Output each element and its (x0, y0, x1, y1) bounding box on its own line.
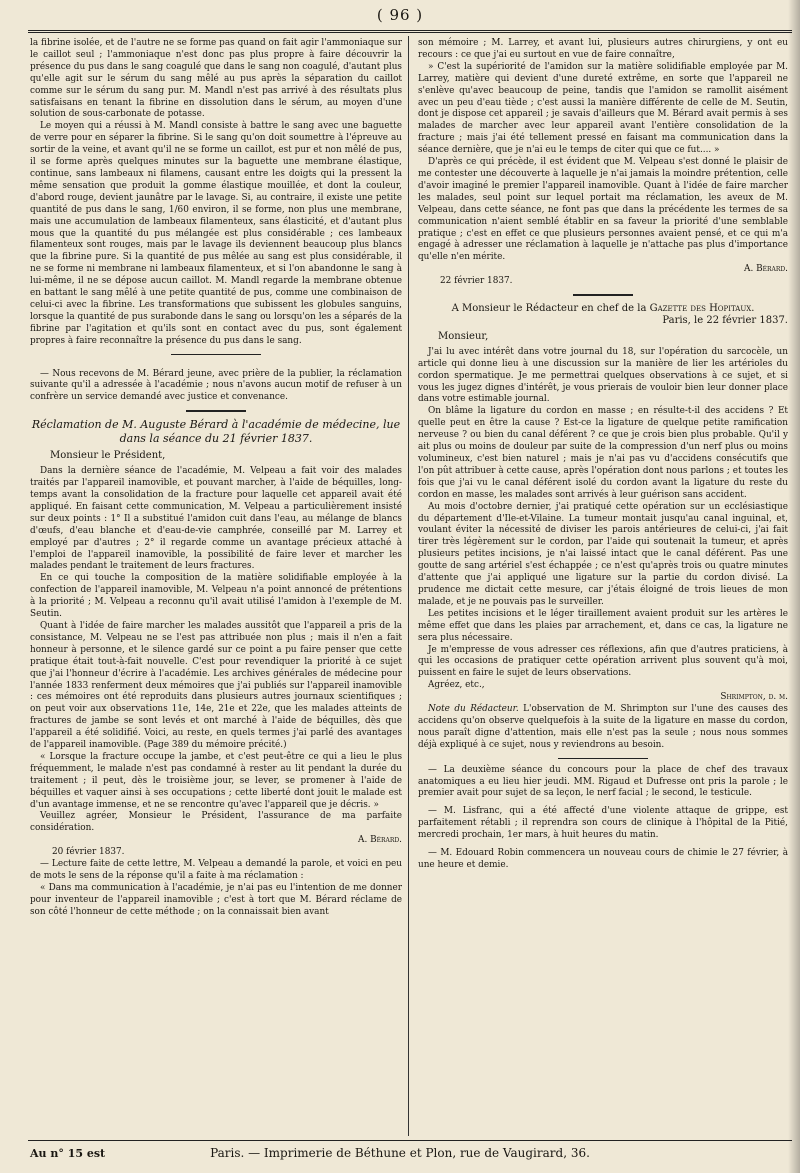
article-heading: Réclamation de M. Auguste Bérard à l'académie de médecine, lue dans la séance du 21 février 1837. (31, 418, 401, 446)
paragraph: On blâme la ligature du cordon en masse ; en résulte-t-il des accidens ? Et quelle peut en être la cause ? Est-ce la ligature de quelque petite ramification nerveuse ? ou bien du canal déférent ? ce que je crois bien plus probable. Qu'il y ait plus ou moins de douleur par suite de la compression d'un nerf plus ou moins volumineux, c'est bien naturel ; mais je n'ai pas vu d'accidens consécutifs que l'on pût attribuer à cette cause, après l'opération dont nous parlons ; et toutes les fois que j'ai vu le canal déférent isolé du cordon avant la ligature du reste du cordon en masse, les malades sont arrivés à leur guérison sans accident. (418, 406, 788, 500)
letter-heading (418, 302, 788, 315)
column-divider (408, 36, 409, 1136)
signature: A. Bérard. (358, 835, 402, 846)
paragraph: Le moyen qui a réussi à M. Mandl consiste à battre le sang avec une baguette de verre pour en séparer la fibrine. Si le sang qu'on doit soumettre à l'épreuve au sortir de la veine, et avant qu'il ne se forme un caillot, est pur et non mêlé de pus, il se forme après quelques minutes sur la baguette une membrane élastique, continue, sans lambeaux ni filamens, causant entre les doigts qui la pressent la même sensation que produit la gomme élastique mouillée, et dont la couleur, d'abord rouge, devient jaunâtre par le lavage. Si, au contraire, il existe une petite quantité de pus dans le sang, 1/60 environ, il se forme, non plus une membrane, mais une accumulation de lambeaux filamenteux, sans élasticité, et d'autant plus mous que la quantité du pus mélangée est plus considérable ; ces lambeaux filamenteux sont rouges, mais par le lavage ils deviennent beaucoup plus blancs que la fibrine pure. Si la quantité de pus mêlée au sang est plus considérable, il ne se forme ni membrane ni lambeaux filamenteux, et si l'on abandonne le sang à lui-même, il ne se dépose aucun caillot. M. Mandl regarde la membrane obtenue en battant le sang mêlé à une petite quantité de pus, comme une combinaison de celui-ci avec la fibrine. Les transformations que subissent les globules sanguins, lorsque la quantité de pus surabonde dans le sang ou lorsqu'on les a séparés de la fibrine par l'agitation et qu'ils sont en contact avec du pus, sont également propres à faire reconnaître la présence du pus dans le sang. (30, 121, 402, 346)
intro-notice: — Nous recevons de M. Bérard jeune, avec prière de la publier, la réclamation suivante qu'il a adressée à l'académie ; nous n'avons aucun motif de refuser à un confrère un service demandé avec justice et convenance. (30, 368, 402, 403)
quotation: « Dans ma communication à l'académie, je n'ai pas eu l'intention de me donner pour inventeur de l'appareil inamovible ; c'est à tort que M. Bérard réclame de son côté l'honneur de cette méthode ; on la connaissait bien avant (30, 882, 402, 917)
date: 22 février 1837. (440, 276, 513, 287)
letter-heading-prefix: A Monsieur le Rédacteur en chef de la (451, 303, 647, 315)
signature: Shrimpton, d. m. (720, 692, 788, 703)
scan-edge-shadow (788, 0, 800, 1173)
journal-name: Gazette des Hopitaux. (649, 303, 755, 315)
section-rule (171, 354, 261, 355)
editor-note-text: L'observation de M. Shrimpton sur l'une des causes des accidens qu'on observe quelquefois à la suite de la ligature en masse du cordon, nous paraît digne d'attention, mais elle n'est pas la seule ; nous nous sommes déjà expliqué à ce sujet, nous y reviendrons au besoin. (418, 704, 788, 750)
paragraph: Dans la dernière séance de l'académie, M. Velpeau a fait voir des malades traités par l'appareil inamovible, et pouvant marcher, à l'aide de béquilles, long-temps avant la consolidation de la fracture pour laquelle cet appareil avait été appliqué. En faisant cette communication, M. Velpeau a particulièrement insisté sur deux points : 1° Il a substitué l'amidon cuit dans l'eau, au mélange de blancs d'œufs, d'eau blanche et d'eau-de-vie camphrée, conseillé par M. Larrey et employé par d'autres ; 2° il regarde comme un avantage précieux attaché à l'emploi de l'appareil inamovible, la possibilité de faire lever et marcher les malades pendant le traitement de leurs fractures. (30, 466, 402, 572)
editor-note (418, 704, 788, 752)
paragraph: En ce qui touche la composition de la matière solidifiable employée à la confection de l'appareil inamovible, M. Velpeau n'a point annoncé de prétentions à la priorité ; M. Velpeau a reconnu qu'il avait utilisé l'amidon à l'exemple de M. Seutin. (30, 573, 402, 620)
paragraph: Je m'empresse de vous adresser ces réflexions, afin que d'autres praticiens, à qui les occasions de pratiquer cette opération arrivent plus souvent qu'à moi, puissent en faire le sujet de leurs observations. (418, 644, 788, 679)
paragraph: la fibrine isolée, et de l'autre ne se forme pas quand on fait agir l'ammoniaque sur le caillot seul ; l'ammoniaque n'est donc pas plus propre à faire découvrir la présence du pus dans le sang coagulé que dans le sang non coagulé, d'autant plus qu'elle agit sur le sérum du sang mêlé au pus après la séparation du caillot comme sur le sérum du sang pur. M. Mandl n'est pas arrivé à des résultats plus satisfaisans en tenant la fibrine en dissolution dans le sérum, au moyen d'une solution de sous-carbonate de potasse. (30, 38, 402, 120)
paragraph: D'après ce qui précède, il est évident que M. Velpeau s'est donné le plaisir de me contester une découverte à laquelle je n'ai jamais la moindre prétention, celle d'avoir imaginé le premier l'appareil inamovible. Quant à l'idée de faire marcher les malades, seul point sur lequel portait ma réclamation, les aveux de M. Velpeau, dans cette séance, ne font pas que dans la précédente les termes de sa communication n'aient semblé établir en sa faveur la priorité d'une semblable pratique ; c'est en effet ce que plusieurs personnes avaient pensé, et ce qui m'a engagé à adresser une réclamation à laquelle je n'attache pas plus d'importance qu'elle n'en mérite. (418, 157, 788, 263)
salutation: Monsieur le Président, (50, 450, 166, 462)
printer-imprint: Paris. — Imprimerie de Béthune et Plon, rue de Vaugirard, 36. (210, 1146, 590, 1160)
right-column (418, 38, 788, 872)
left-column (30, 38, 402, 919)
paragraph: J'ai lu avec intérêt dans votre journal du 18, sur l'opération du sarcocèle, un article qui donne lieu à une discussion sur la manière de lier les artérioles du cordon spermatique. Je me permettrai quelques observations à ce sujet, et si vous les jugez dignes d'intérêt, je vous prierais de vouloir bien leur donner place dans votre estimable journal. (418, 346, 788, 405)
paragraph: Quant à l'idée de faire marcher les malades aussitôt que l'appareil a pris de la consistance, M. Velpeau ne se l'est pas attribuée non plus ; mais il n'en a fait honneur à personne, et le silence gardé sur ce point a pu faire penser que cette pratique était tout-à-fait nouvelle. C'est pour revendiquer la priorité à ce sujet que j'ai l'honneur d'écrire à l'académie. Les archives générales de médecine pour l'année 1833 renferment deux mémoires que j'ai publiés sur l'appareil inamovible : ces mémoires ont été reproduits dans plusieurs autres journaux scientifiques ; on peut voir aux observations 11e, 14e, 21e et 22e, que les malades atteints de fractures de jambe se sont levés et ont marché à l'aide de béquilles, dès que l'appareil a été solidifié. Voici, au reste, en quels termes j'ai parlé des avantages de l'appareil inamovible. (Page 389 du mémoire précité.) (30, 620, 402, 751)
news-item: — M. Edouard Robin commencera un nouveau cours de chimie le 27 février, à une heure et demie. (418, 848, 788, 870)
section-rule (558, 758, 648, 759)
paragraph: Les petites incisions et le léger tiraillement avaient produit sur les artères le même effet que dans les plaies par arrachement, et, dans ce cas, la ligature ne sera plus nécessaire. (418, 608, 788, 643)
signature: A. Bérard. (744, 264, 788, 275)
top-rule (28, 30, 792, 33)
paragraph: Au mois d'octobre dernier, j'ai pratiqué cette opération sur un ecclésiastique du département d'Ile-et-Vilaine. La tumeur montait jusqu'au canal inguinal, et, voulant éviter la nécessité de diviser les parois antérieures de celui-ci, j'ai fait tirer très légèrement sur le cordon, par l'aide qui soutenait la tumeur, et après plusieurs petites incisions, je n'ai laissé intact que le canal déférent. Pas une goutte de sang artériel s'est échappée ; ce n'est qu'après trois ou quatre minutes d'attente que j'ai appliqué une ligature sur la partie du cordon divisé. La prudence me dictait cette mesure, car j'étais éloigné de trois lieues de mon malade, et je ne pouvais pas le surveiller. (418, 501, 788, 607)
footer-note: Au n° 15 est (30, 1147, 106, 1160)
news-item: — M. Lisfranc, qui a été affecté d'une violente attaque de grippe, est parfaitement rétabli ; il reprendra son cours de clinique à l'hôpital de la Pitié, mercredi prochain, 1er mars, à huit heures du matin. (418, 806, 788, 841)
quotation: » C'est la supériorité de l'amidon sur la matière solidifiable employée par M. Larrey, matière qui devient d'une dureté extrême, en sorte que l'appareil ne s'enlève qu'avec beaucoup de peine, tandis que l'amidon se ramollit aisément avec un peu d'eau tiède ; c'est aussi la manière différente de celle de M. Seutin, dont je dispose cet appareil ; je savais d'ailleurs que M. Bérard avait permis à ses malades de marcher avec leur appareil avant l'entière consolidation de la fracture ; mais j'ai été tellement pressé en faisant ma communication dans la séance dernière, que je n'ai eu le temps de citer qui que ce fut.... » (418, 61, 788, 156)
news-item: — La deuxième séance du concours pour la place de chef des travaux anatomiques a eu lieu hier jeudi. MM. Rigaud et Dufresse ont pris la parole ; le premier avait pour sujet de sa leçon, le nerf facial ; le second, le testicule. (418, 764, 788, 799)
editor-note-label: Note du Rédacteur. (428, 704, 519, 715)
section-rule (186, 410, 246, 412)
footer-rule (28, 1140, 792, 1141)
page-number: ( 96 ) (376, 6, 424, 24)
paragraph: Veuillez agréer, Monsieur le Président, l'assurance de ma parfaite considération. (30, 811, 402, 834)
dateline: Paris, le 22 février 1837. (662, 315, 788, 327)
section-rule (573, 294, 633, 296)
paragraph: — Lecture faite de cette lettre, M. Velpeau a demandé la parole, et voici en peu de mots le sens de la réponse qu'il a faite à ma réclamation : (30, 859, 402, 881)
quotation: « Lorsque la fracture occupe la jambe, et c'est peut-être ce qui a lieu le plus fréquemment, le malade n'est pas condamné à rester au lit pendant la durée du traitement ; il peut, dès le troisième jour, se lever, se promener à l'aide de béquilles et vaquer ainsi à ses occupations ; cette liberté dont jouit le malade est d'un avantage immense, et ne se rencontre qu'avec l'appareil que je décris. » (30, 751, 402, 810)
paragraph: son mémoire ; M. Larrey, et avant lui, plusieurs autres chirurgiens, y ont eu recours : ce que j'ai eu surtout en vue de faire connaître, (418, 38, 788, 60)
paragraph: Agréez, etc., (428, 680, 485, 691)
date: 20 février 1837. (52, 847, 125, 858)
salutation: Monsieur, (438, 330, 489, 342)
